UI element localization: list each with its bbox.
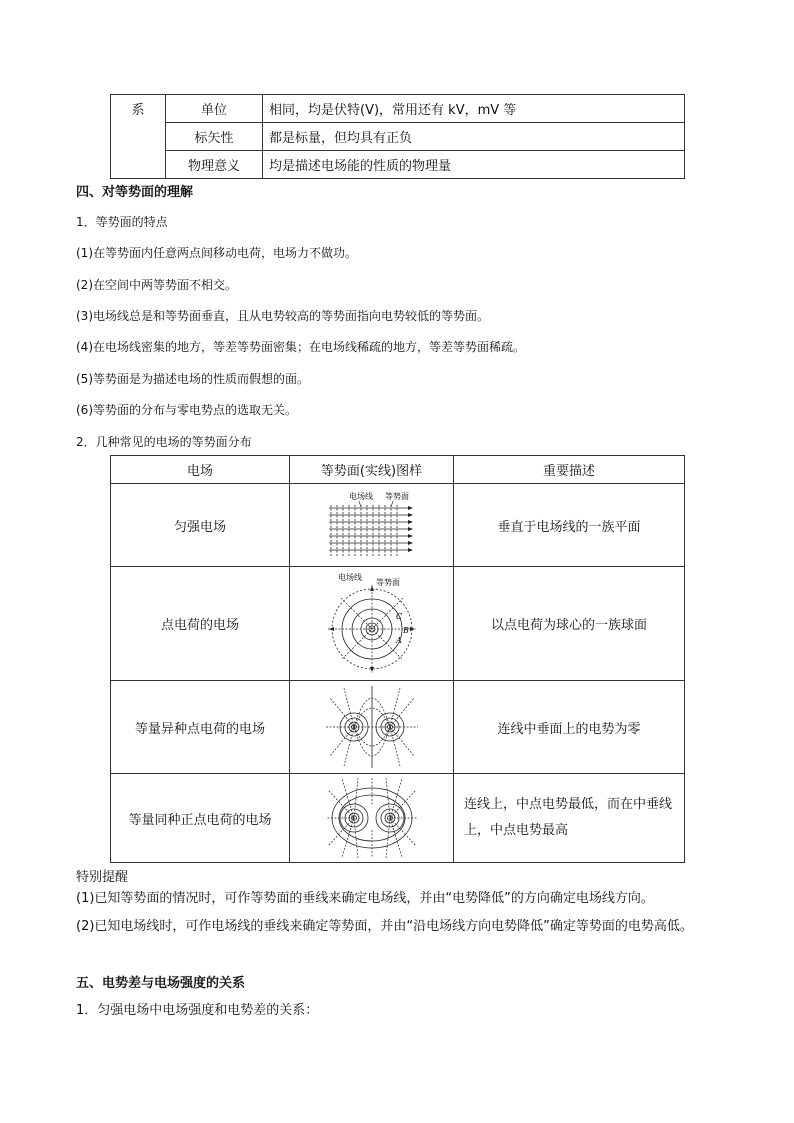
table-row	[111, 774, 685, 863]
subsection-heading: 2．几种常见的电场的等势面分布	[76, 435, 252, 449]
list-item: (5)等势面是为描述电场的性质而假想的面。	[76, 372, 309, 386]
table-row	[111, 123, 685, 151]
fig-label-point-b: B	[402, 625, 409, 635]
note-item: (1)已知等势面的情况时，可作等势面的垂线来确定电场线，并由“电势降低”的方向确定电场线方向。	[76, 891, 654, 906]
figure-cell	[290, 774, 454, 863]
figure-cell	[290, 567, 454, 681]
opposite-charges-figure	[324, 684, 420, 770]
list-item: (2)在空间中两等势面不相交。	[76, 278, 237, 292]
subsection-heading: 1．匀强电场中电场强度和电势差的关系：	[76, 1003, 319, 1018]
row-key: 物理意义	[166, 151, 263, 179]
row-value: 相同，均是伏特(V)，常用还有 kV，mV 等	[263, 95, 685, 123]
fig-label-point-a: A	[395, 635, 402, 645]
fig-label-point-c: C	[395, 611, 402, 621]
table-row	[111, 95, 685, 123]
field-name: 点电荷的电场	[111, 567, 290, 681]
section-heading: 五、电势差与电场强度的关系	[76, 976, 246, 991]
note-item: (2)已知电场线时，可作电场线的垂线来确定等势面，并由“沿电场线方向电势降低”确定等势面的电势高低。	[76, 919, 693, 934]
group-label-cell: 系	[111, 95, 166, 179]
table-row	[111, 484, 685, 567]
column-header: 等势面(实线)图样	[290, 456, 454, 484]
fig-label-equipotential: 等势面	[375, 577, 400, 587]
field-description: 连线上，中点电势最低，而在中垂线上，中点电势最高	[454, 774, 685, 863]
section-heading: 四、对等势面的理解	[76, 185, 194, 200]
table-row	[111, 151, 685, 179]
column-header: 重要描述	[454, 456, 685, 484]
fig-label-field-line: 电场线	[337, 572, 362, 582]
point-charge-figure	[324, 571, 420, 677]
field-table	[110, 455, 685, 863]
column-header: 电场	[111, 456, 290, 484]
comparison-table	[110, 94, 685, 179]
row-value: 都是标量，但均具有正负	[263, 123, 685, 151]
notes-heading: 特别提醒	[76, 870, 129, 885]
uniform-field-figure	[327, 490, 417, 560]
list-item: (1)在等势面内任意两点间移动电荷，电场力不做功。	[76, 246, 358, 260]
list-item: (3)电场线总是和等势面垂直，且从电势较高的等势面指向电势较低的等势面。	[76, 309, 490, 323]
row-key: 标矢性	[166, 123, 263, 151]
row-value: 均是描述电场能的性质的物理量	[263, 151, 685, 179]
like-charges-figure	[324, 776, 420, 860]
subsection-heading: 1．等势面的特点	[76, 215, 168, 229]
table-header-row	[111, 456, 685, 484]
figure-cell	[290, 681, 454, 774]
field-name: 等量同种正点电荷的电场	[111, 774, 290, 863]
row-key: 单位	[166, 95, 263, 123]
field-name: 等量异种点电荷的电场	[111, 681, 290, 774]
list-item: (4)在电场线密集的地方，等差等势面密集；在电场线稀疏的地方，等差等势面稀疏。	[76, 340, 526, 354]
fig-label-field-line: 电场线	[348, 492, 373, 501]
figure-cell	[290, 484, 454, 567]
field-description: 垂直于电场线的一族平面	[454, 484, 685, 567]
list-item: (6)等势面的分布与零电势点的选取无关。	[76, 403, 297, 417]
fig-label-equipotential: 等势面	[384, 492, 409, 501]
field-description: 连线中垂面上的电势为零	[454, 681, 685, 774]
field-name: 匀强电场	[111, 484, 290, 567]
field-description: 以点电荷为球心的一族球面	[454, 567, 685, 681]
table-row	[111, 681, 685, 774]
table-row	[111, 567, 685, 681]
